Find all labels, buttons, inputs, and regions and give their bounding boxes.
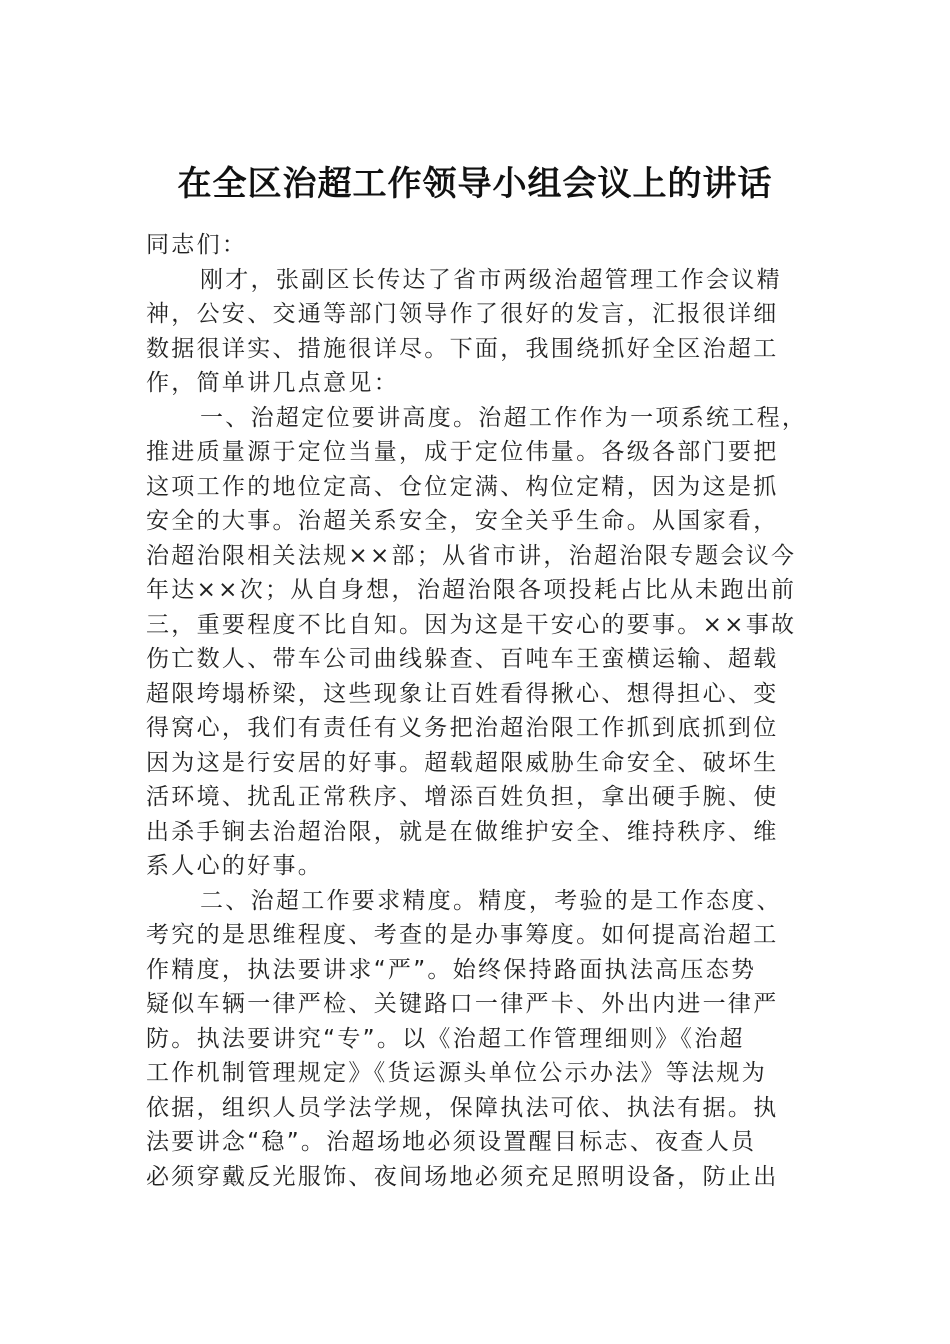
text-line: 得窝心，我们有责任有义务把治超治限工作抓到底抓到位 (146, 715, 779, 741)
text-line: 超限垮塌桥梁，这些现象让百姓看得揪心、想得担心、变 (146, 680, 779, 707)
text-line: 年达××次；从自身想，治超治限各项投耗占比从未跑出前 (146, 577, 797, 603)
text-line: 出杀手锏去治超治限，就是在做维护安全、维持秩序、维 (146, 818, 779, 845)
text-line: 活环境、扰乱正常秩序、增添百姓负担，拿出硬手腕、使 (146, 784, 779, 810)
text-line: 推进质量源于定位当量，成于定位伟量。各级各部门要把 (146, 439, 779, 465)
text-line: 一、治超定位要讲高度。治超工作作为一项系统工程， (200, 404, 808, 431)
text-line: 神，公安、交通等部门领导作了很好的发言，汇报很详细 (146, 301, 779, 327)
text-line: 系人心的好事。 (146, 853, 324, 879)
text-line: 二、治超工作要求精度。精度，考验的是工作态度、 (200, 887, 782, 914)
text-line: 工作机制管理规定》《货运源头单位公示办法》等法规为 (146, 1060, 767, 1086)
text-line: 伤亡数人、带车公司曲线躲查、百吨车王蛮横运输、超载 (146, 646, 779, 672)
text-line: 这项工作的地位定高、仓位定满、构位定精，因为这是抓 (146, 473, 779, 500)
text-line: 治超治限相关法规××部；从省市讲，治超治限专题会议今 (146, 542, 797, 569)
text-line: 考究的是思维程度、考查的是办事筹度。如何提高治超工 (146, 922, 779, 948)
text-line: 作，简单讲几点意见： (146, 370, 399, 396)
document-title: 在全区治超工作领导小组会议上的讲话 (177, 164, 773, 204)
text-line: 必须穿戴反光服饰、夜间场地必须充足照明设备，防止出 (146, 1163, 779, 1190)
text-line: 数据很详实、措施很详尽。下面，我围绕抓好全区治超工 (146, 335, 779, 362)
text-line: 三，重要程度不比自知。因为这是干安心的要事。××事故 (146, 611, 797, 638)
text-line: 同志们： (146, 232, 248, 258)
text-line: 因为这是行安居的好事。超载超限威胁生命安全、破坏生 (146, 749, 779, 776)
text-line: 疑似车辆一律严检、关键路口一律严卡、外出内进一律严 (146, 991, 779, 1017)
text-line: 作精度，执法要讲求“严”。始终保持路面执法高压态势 (146, 956, 757, 983)
text-line: 防。执法要讲究“专”。以《治超工作管理细则》《治超 (146, 1025, 745, 1052)
text-line: 法要讲念“稳”。治超场地必须设置醒目标志、夜查人员 (146, 1129, 757, 1155)
document-body (146, 228, 836, 1194)
text-line: 刚才，张副区长传达了省市两级治超管理工作会议精 (200, 266, 782, 293)
text-line: 安全的大事。治超关系安全，安全关乎生命。从国家看， (146, 508, 779, 534)
text-line: 依据，组织人员学法学规，保障执法可依、执法有据。执 (146, 1094, 779, 1121)
